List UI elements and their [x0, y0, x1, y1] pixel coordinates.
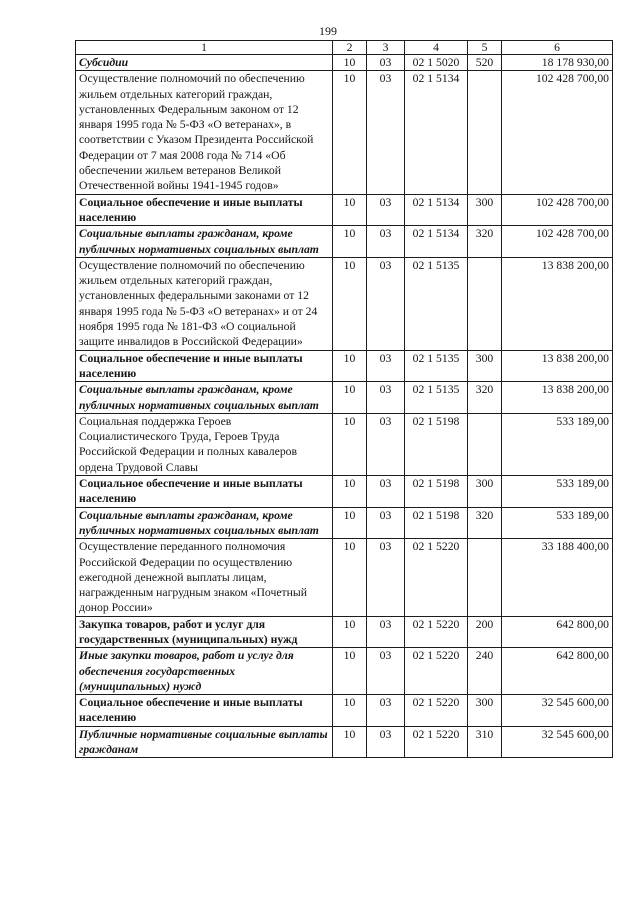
target-item-cell: 02 1 5020 [405, 55, 468, 71]
section-cell: 10 [333, 507, 367, 539]
expense-type-cell: 320 [468, 507, 502, 539]
amount-cell: 32 545 600,00 [502, 726, 613, 758]
subsection-cell: 03 [367, 507, 405, 539]
expense-type-cell: 300 [468, 350, 502, 382]
name-cell: Субсидии [76, 55, 333, 71]
subsection-cell: 03 [367, 350, 405, 382]
table-row [76, 539, 613, 616]
name-cell: Социальные выплаты гражданам, кроме публичных нормативных социальных выплат [76, 507, 333, 539]
target-item-cell: 02 1 5135 [405, 350, 468, 382]
section-cell: 10 [333, 257, 367, 350]
name-cell: Социальное обеспечение и иные выплаты населению [76, 476, 333, 508]
amount-cell: 32 545 600,00 [502, 695, 613, 727]
target-item-cell: 02 1 5134 [405, 194, 468, 226]
expense-type-cell: 300 [468, 476, 502, 508]
expense-type-cell: 310 [468, 726, 502, 758]
table-row [76, 648, 613, 695]
subsection-cell: 03 [367, 382, 405, 414]
section-cell: 10 [333, 382, 367, 414]
table-row [76, 507, 613, 539]
header-cell: 2 [333, 41, 367, 55]
expense-type-cell: 200 [468, 616, 502, 648]
name-cell: Осуществление переданного полномочия Российской Федерации по осуществлению ежегодной денежной выплаты лицам, награжденным нагрудным знаком «Почетный донор России» [76, 539, 333, 616]
section-cell: 10 [333, 695, 367, 727]
name-cell: Социальное обеспечение и иные выплаты населению [76, 194, 333, 226]
name-cell: Социальные выплаты гражданам, кроме публичных нормативных социальных выплат [76, 226, 333, 258]
table-row [76, 616, 613, 648]
subsection-cell: 03 [367, 539, 405, 616]
expense-type-cell [468, 539, 502, 616]
header-cell: 1 [76, 41, 333, 55]
amount-cell: 102 428 700,00 [502, 226, 613, 258]
target-item-cell: 02 1 5135 [405, 382, 468, 414]
amount-cell: 533 189,00 [502, 413, 613, 475]
target-item-cell: 02 1 5198 [405, 476, 468, 508]
table-row [76, 194, 613, 226]
expense-type-cell: 520 [468, 55, 502, 71]
budget-table [75, 40, 613, 758]
amount-cell: 18 178 930,00 [502, 55, 613, 71]
subsection-cell: 03 [367, 71, 405, 194]
table-body [76, 41, 613, 758]
amount-cell: 642 800,00 [502, 616, 613, 648]
section-cell: 10 [333, 539, 367, 616]
table-row [76, 55, 613, 71]
subsection-cell: 03 [367, 695, 405, 727]
target-item-cell: 02 1 5134 [405, 71, 468, 194]
name-cell: Осуществление полномочий по обеспечению жильем отдельных категорий граждан, установленных Федеральным законом от 12 января 1995 года № 5-ФЗ «О ветеранах», в соответствии с Указом Президента Российской Федерации от 7 мая 2008 года № 714 «Об обеспечении жильем ветеранов Великой Отечественной войны 1941-1945 годов» [76, 71, 333, 194]
amount-cell: 642 800,00 [502, 648, 613, 695]
section-cell: 10 [333, 616, 367, 648]
subsection-cell: 03 [367, 55, 405, 71]
header-cell: 5 [468, 41, 502, 55]
target-item-cell: 02 1 5220 [405, 648, 468, 695]
subsection-cell: 03 [367, 476, 405, 508]
amount-cell: 102 428 700,00 [502, 194, 613, 226]
target-item-cell: 02 1 5220 [405, 726, 468, 758]
amount-cell: 102 428 700,00 [502, 71, 613, 194]
table-row [76, 71, 613, 194]
target-item-cell: 02 1 5198 [405, 507, 468, 539]
expense-type-cell [468, 71, 502, 194]
header-cell: 4 [405, 41, 468, 55]
subsection-cell: 03 [367, 194, 405, 226]
amount-cell: 13 838 200,00 [502, 257, 613, 350]
table-row [76, 476, 613, 508]
expense-type-cell: 240 [468, 648, 502, 695]
table-header-row [76, 41, 613, 55]
subsection-cell: 03 [367, 648, 405, 695]
header-cell: 6 [502, 41, 613, 55]
target-item-cell: 02 1 5134 [405, 226, 468, 258]
expense-type-cell: 300 [468, 194, 502, 226]
section-cell: 10 [333, 55, 367, 71]
table-row [76, 350, 613, 382]
amount-cell: 533 189,00 [502, 507, 613, 539]
subsection-cell: 03 [367, 413, 405, 475]
subsection-cell: 03 [367, 726, 405, 758]
expense-type-cell [468, 257, 502, 350]
target-item-cell: 02 1 5220 [405, 695, 468, 727]
name-cell: Публичные нормативные социальные выплаты гражданам [76, 726, 333, 758]
target-item-cell: 02 1 5198 [405, 413, 468, 475]
section-cell: 10 [333, 476, 367, 508]
table-row [76, 695, 613, 727]
expense-type-cell: 300 [468, 695, 502, 727]
subsection-cell: 03 [367, 226, 405, 258]
name-cell: Социальные выплаты гражданам, кроме публичных нормативных социальных выплат [76, 382, 333, 414]
amount-cell: 13 838 200,00 [502, 350, 613, 382]
name-cell: Социальная поддержка Героев Социалистического Труда, Героев Труда Российской Федерации и полных кавалеров ордена Трудовой Славы [76, 413, 333, 475]
name-cell: Социальное обеспечение и иные выплаты населению [76, 350, 333, 382]
section-cell: 10 [333, 648, 367, 695]
expense-type-cell: 320 [468, 226, 502, 258]
target-item-cell: 02 1 5220 [405, 539, 468, 616]
name-cell: Закупка товаров, работ и услуг для государственных (муниципальных) нужд [76, 616, 333, 648]
table-row [76, 413, 613, 475]
amount-cell: 33 188 400,00 [502, 539, 613, 616]
target-item-cell: 02 1 5220 [405, 616, 468, 648]
subsection-cell: 03 [367, 257, 405, 350]
amount-cell: 13 838 200,00 [502, 382, 613, 414]
page-number: 199 [319, 24, 337, 38]
header-cell: 3 [367, 41, 405, 55]
section-cell: 10 [333, 413, 367, 475]
section-cell: 10 [333, 350, 367, 382]
name-cell: Социальное обеспечение и иные выплаты населению [76, 695, 333, 727]
table-row [76, 257, 613, 350]
section-cell: 10 [333, 226, 367, 258]
amount-cell: 533 189,00 [502, 476, 613, 508]
subsection-cell: 03 [367, 616, 405, 648]
section-cell: 10 [333, 194, 367, 226]
table-row [76, 726, 613, 758]
table-row [76, 226, 613, 258]
name-cell: Иные закупки товаров, работ и услуг для обеспечения государственных (муниципальных) нужд [76, 648, 333, 695]
table-row [76, 382, 613, 414]
expense-type-cell: 320 [468, 382, 502, 414]
expense-type-cell [468, 413, 502, 475]
section-cell: 10 [333, 726, 367, 758]
section-cell: 10 [333, 71, 367, 194]
target-item-cell: 02 1 5135 [405, 257, 468, 350]
name-cell: Осуществление полномочий по обеспечению жильем отдельных категорий граждан, установленных федеральными законами от 12 января 1995 года № 5-ФЗ «О ветеранах» и от 24 ноября 1995 года № 181-ФЗ «О социальной защите инвалидов в Российской Федерации» [76, 257, 333, 350]
